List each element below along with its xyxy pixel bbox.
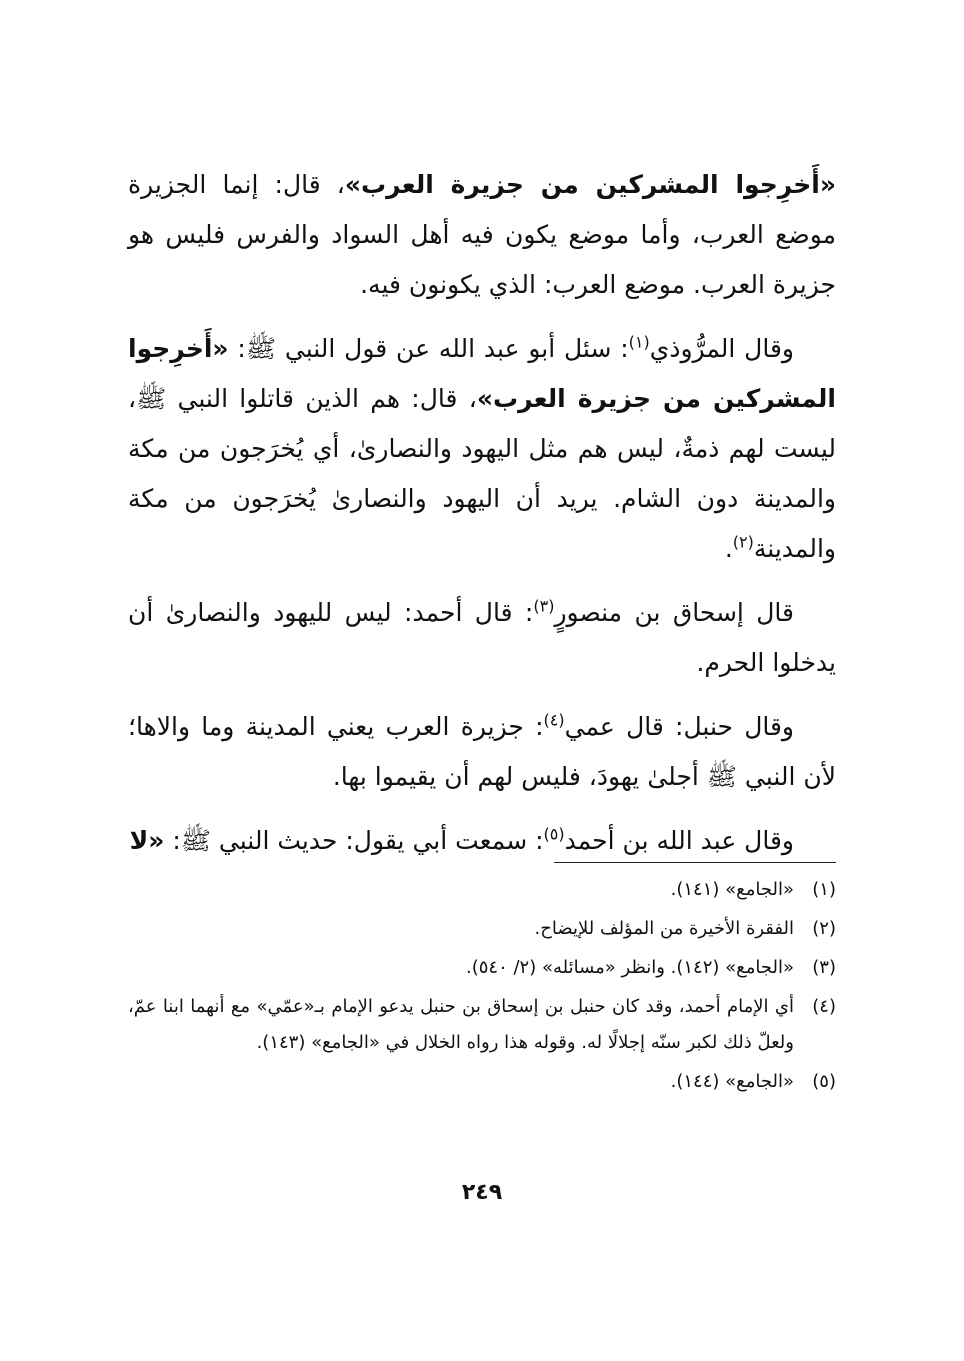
- footnote-text: الفقرة الأخيرة من المؤلف للإيضاح.: [534, 918, 794, 939]
- footnote-text: «الجامع» (١٤٤).: [670, 1071, 794, 1092]
- footnote-ref: (٣): [533, 596, 555, 616]
- paragraph-text: ، قال: هم الذين قاتلوا النبي ﷺ، ليست لهم ذمةٌ، ليس هم مثل اليهود والنصارىٰ، أي يُخرَجون من مكة والمدينة دون الشام. يريد أن اليهود والنصارىٰ يُخرَجون من مكة والمدينة: [128, 384, 836, 563]
- footnote-text: «الجامع» (١٤٢). وانظر «مسائله» (٢/ ٥٤٠).: [465, 957, 794, 978]
- footnote-ref: (١): [628, 332, 650, 352]
- paragraph-text: : سمعت أبي يقول: حديث النبي ﷺ:: [164, 826, 544, 855]
- paragraph: [128, 160, 836, 310]
- footnote-number: (٣): [812, 957, 836, 978]
- footnote: [128, 872, 836, 908]
- footnote: [128, 1064, 836, 1100]
- footnote: [128, 989, 836, 1061]
- footnotes: [128, 872, 836, 1103]
- paragraph-text: : جزيرة العرب يعني المدينة وما والاها؛ لأن النبي ﷺ أجلىٰ يهودَ، فليس لهم أن يقيموا بها.: [128, 712, 836, 791]
- paragraph-text: وقال المرُّوذي: [649, 334, 794, 363]
- paragraph: [128, 816, 836, 866]
- paragraph: [128, 702, 836, 802]
- footnote: [128, 950, 836, 986]
- footnote-ref: (٤): [543, 710, 565, 730]
- footnote: [128, 911, 836, 947]
- footnote-separator: [554, 862, 836, 863]
- footnote-number: (١): [812, 879, 836, 900]
- footnote-number: (٤): [812, 996, 836, 1017]
- paragraph-text: : قال أحمد: ليس لليهود والنصارىٰ أن يدخلوا الحرم.: [128, 598, 836, 677]
- paragraph-text: قال إسحاق بن منصورٍ: [554, 598, 794, 627]
- paragraph-text: : سئل أبو عبد الله عن قول النبي ﷺ:: [228, 334, 629, 363]
- paragraph: [128, 588, 836, 688]
- footnote-ref: (٢): [732, 532, 754, 552]
- page-number: ٢٤٩: [461, 1180, 503, 1205]
- hadith-quote: «لا: [129, 826, 165, 855]
- footnote-text: «الجامع» (١٤١).: [670, 879, 794, 900]
- footnote-text: أي الإمام أحمد، وقد كان حنبل بن إسحاق بن حنبل يدعو الإمام بـ«عمّي» مع أنهما ابنا عمّ، ولعلّ ذلك لكبر سنّه إجلالًا له. وقوله هذا رواه الخلال في «الجامع» (١٤٣).: [128, 996, 794, 1053]
- paragraph-text: .: [724, 534, 733, 563]
- main-text-block: [128, 160, 836, 880]
- paragraph-text: وقال حنبل: قال عمي: [564, 712, 794, 741]
- footnote-ref: (٥): [543, 824, 565, 844]
- paragraph-text: ، قال: إنما الجزيرة موضع العرب، وأما موضع يكون فيه أهل السواد والفرس فليس هو جزيرة العرب. موضع العرب: الذي يكونون فيه.: [128, 170, 836, 299]
- hadith-quote: «أَخرِجوا المشركين من جزيرة العرب»: [128, 334, 836, 413]
- footnote-number: (٥): [812, 1071, 836, 1092]
- footnote-number: (٢): [812, 918, 836, 939]
- paragraph: [128, 324, 836, 574]
- paragraph-text: وقال عبد الله بن أحمد: [564, 826, 794, 855]
- hadith-quote: «أَخرِجوا المشركين من جزيرة العرب»: [344, 170, 836, 199]
